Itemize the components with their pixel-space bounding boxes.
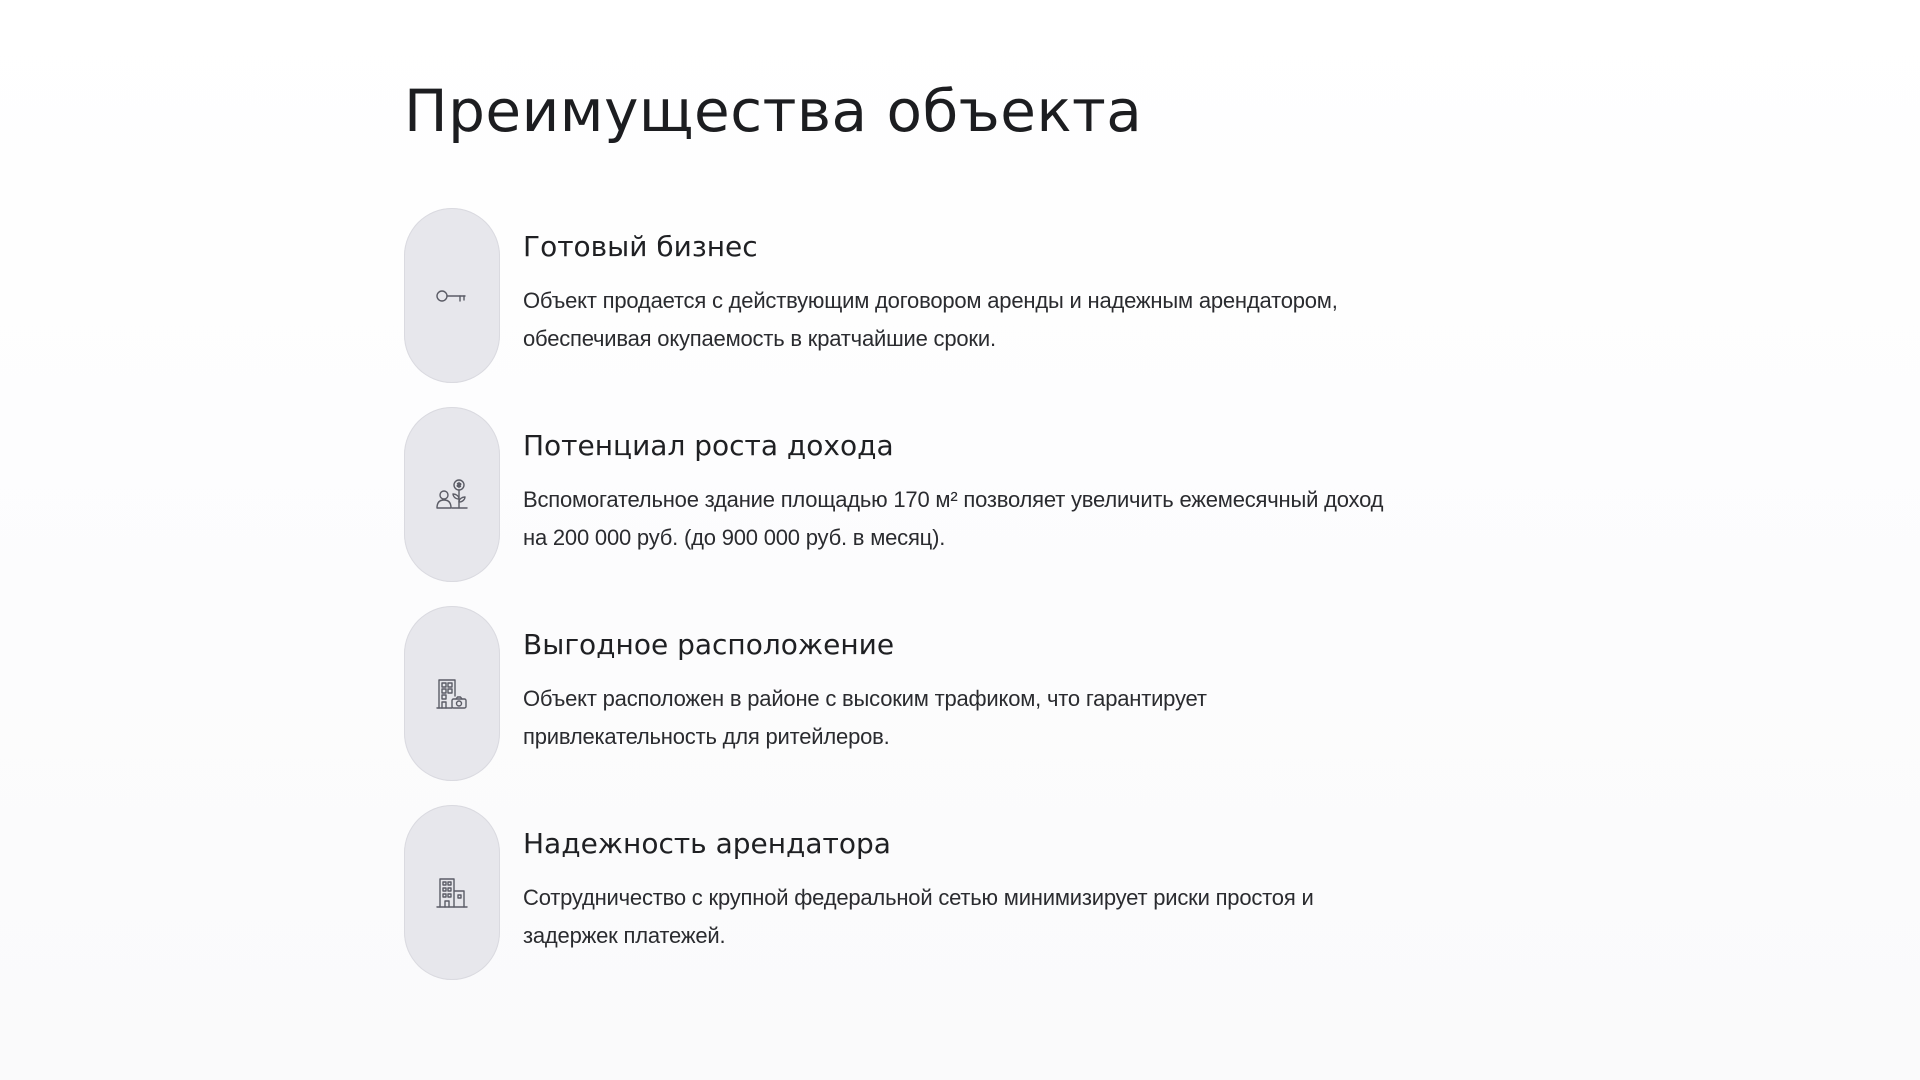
item-title: Выгодное расположение xyxy=(523,628,895,661)
list-item xyxy=(404,805,1404,980)
list-item xyxy=(404,208,1404,383)
icon-pill xyxy=(404,606,500,781)
item-title: Надежность арендатора xyxy=(523,827,891,860)
office-building-icon xyxy=(432,873,472,913)
item-text xyxy=(523,230,1403,358)
item-text xyxy=(523,827,1403,955)
item-text xyxy=(523,628,1403,756)
item-description: Объект расположен в районе с высоким трафиком, что гарантирует привлекательность для ритейлеров. xyxy=(523,685,1207,749)
item-description: Вспомогательное здание площадью 170 м² позволяет увеличить ежемесячный доход на 200 000 руб. (до 900 000 руб. в месяц). xyxy=(523,486,1384,550)
page-title: Преимущества объекта xyxy=(404,77,1143,145)
list-item xyxy=(404,606,1404,781)
icon-pill xyxy=(404,805,500,980)
item-text xyxy=(523,429,1403,557)
item-description: Объект продается с действующим договором аренды и надежным арендатором, обеспечивая окупаемость в кратчайшие сроки. xyxy=(523,287,1338,351)
item-description: Сотрудничество с крупной федеральной сетью минимизирует риски простоя и задержек платежей. xyxy=(523,884,1314,948)
income-growth-icon xyxy=(432,475,472,515)
building-camera-icon xyxy=(432,674,472,714)
icon-pill xyxy=(404,407,500,582)
list-item xyxy=(404,407,1404,582)
item-title: Готовый бизнес xyxy=(523,230,758,263)
key-icon xyxy=(432,276,472,316)
icon-pill xyxy=(404,208,500,383)
advantages-list xyxy=(404,208,1404,1004)
item-title: Потенциал роста дохода xyxy=(523,429,894,462)
